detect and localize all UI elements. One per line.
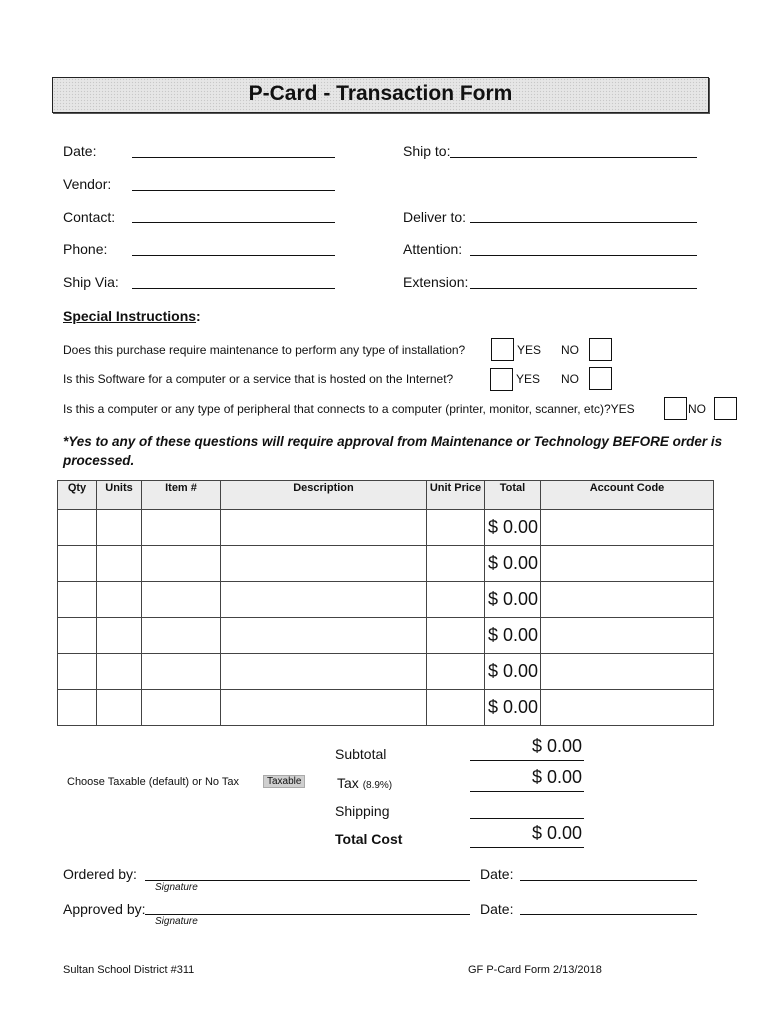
units-cell[interactable] [97, 582, 142, 618]
col-units: Units [97, 481, 142, 510]
unit-price-cell[interactable] [427, 690, 485, 726]
units-cell[interactable] [97, 654, 142, 690]
tax-rate: (8.9%) [362, 780, 393, 791]
subtotal-line [470, 760, 584, 761]
extension-field[interactable] [470, 288, 697, 289]
unit-price-cell[interactable] [427, 510, 485, 546]
q2-yes-checkbox[interactable] [490, 368, 513, 391]
col-account-code: Account Code [541, 481, 714, 510]
special-heading-text: Special Instructions [63, 308, 197, 324]
approved-by-caption: Signature [155, 916, 198, 927]
shipping-label: Shipping [335, 803, 390, 819]
question-3: Is this a computer or any type of peripheral that connects to a computer (printer, monitor, scanner, etc)?YES [63, 402, 635, 416]
phone-field[interactable] [132, 255, 335, 256]
table-row [58, 510, 714, 546]
vendor-field[interactable] [132, 190, 335, 191]
approval-warning: *Yes to any of these questions will require approval from Maintenance or Technology BEFORE order is processed. [63, 434, 723, 468]
ship-via-field[interactable] [132, 288, 335, 289]
question-1: Does this purchase require maintenance to perform any type of installation? [63, 343, 466, 357]
footer-form-version: GF P-Card Form 2/13/2018 [468, 964, 602, 976]
account-code-cell[interactable] [541, 510, 714, 546]
total-cost-value: $ 0.00 [531, 823, 582, 843]
total-cell: $ 0.00 [485, 582, 541, 618]
ship-via-label: Ship Via: [63, 274, 119, 290]
attention-label: Attention: [403, 241, 463, 257]
ordered-by-caption: Signature [155, 882, 198, 893]
subtotal-value: $ 0.00 [531, 736, 582, 756]
qty-cell[interactable] [58, 618, 97, 654]
subtotal-label: Subtotal [335, 746, 387, 762]
items-table [57, 480, 714, 726]
description-cell[interactable] [221, 546, 427, 582]
item-cell[interactable] [142, 510, 221, 546]
q1-yes-label: YES [517, 343, 542, 357]
deliver-to-label: Deliver to: [403, 209, 467, 225]
taxable-select[interactable]: Taxable [263, 775, 305, 788]
special-heading-colon: : [196, 308, 201, 324]
units-cell[interactable] [97, 546, 142, 582]
approved-by-label: Approved by: [63, 901, 146, 917]
deliver-to-field[interactable] [470, 222, 697, 223]
account-code-cell[interactable] [541, 546, 714, 582]
unit-price-cell[interactable] [427, 654, 485, 690]
taxable-prompt: Choose Taxable (default) or No Tax [67, 776, 240, 788]
item-cell[interactable] [142, 618, 221, 654]
ordered-date-field[interactable] [520, 880, 697, 881]
q2-no-checkbox[interactable] [589, 367, 612, 390]
description-cell[interactable] [221, 654, 427, 690]
ship-to-label: Ship to: [403, 143, 451, 159]
table-row [58, 690, 714, 726]
item-cell[interactable] [142, 546, 221, 582]
table-row [58, 582, 714, 618]
account-code-cell[interactable] [541, 690, 714, 726]
total-cost-line [470, 847, 584, 848]
special-instructions-heading [63, 308, 201, 324]
table-row [58, 546, 714, 582]
description-cell[interactable] [221, 582, 427, 618]
account-code-cell[interactable] [541, 654, 714, 690]
item-cell[interactable] [142, 690, 221, 726]
date-label: Date: [63, 143, 97, 159]
ordered-by-label: Ordered by: [63, 866, 137, 882]
extension-label: Extension: [403, 274, 469, 290]
phone-label: Phone: [63, 241, 108, 257]
qty-cell[interactable] [58, 690, 97, 726]
tax-value: $ 0.00 [531, 767, 582, 787]
approved-by-signature-field[interactable] [145, 914, 470, 915]
col-item: Item # [142, 481, 221, 510]
units-cell[interactable] [97, 510, 142, 546]
attention-field[interactable] [470, 255, 697, 256]
unit-price-cell[interactable] [427, 618, 485, 654]
total-cost-label: Total Cost [335, 831, 403, 847]
q2-yes-label: YES [516, 372, 541, 386]
unit-price-cell[interactable] [427, 546, 485, 582]
table-row [58, 654, 714, 690]
description-cell[interactable] [221, 618, 427, 654]
approved-date-label: Date: [480, 901, 514, 917]
approved-date-field[interactable] [520, 914, 697, 915]
table-header-row [58, 481, 714, 510]
contact-field[interactable] [132, 222, 335, 223]
tax-label-text: Tax [337, 775, 359, 791]
unit-price-cell[interactable] [427, 582, 485, 618]
shipping-line [470, 818, 584, 819]
q1-yes-checkbox[interactable] [491, 338, 514, 361]
qty-cell[interactable] [58, 582, 97, 618]
description-cell[interactable] [221, 690, 427, 726]
item-cell[interactable] [142, 654, 221, 690]
col-unit-price: Unit Price [427, 481, 485, 510]
account-code-cell[interactable] [541, 618, 714, 654]
qty-cell[interactable] [58, 654, 97, 690]
tax-line [470, 791, 584, 792]
ordered-by-signature-field[interactable] [145, 880, 470, 881]
units-cell[interactable] [97, 618, 142, 654]
item-cell[interactable] [142, 582, 221, 618]
q3-no-label: NO [688, 402, 706, 416]
ordered-date-label: Date: [480, 866, 514, 882]
total-cell: $ 0.00 [485, 546, 541, 582]
table-row [58, 618, 714, 654]
description-cell[interactable] [221, 510, 427, 546]
q1-no-label: NO [561, 343, 579, 357]
total-cell: $ 0.00 [485, 690, 541, 726]
col-qty: Qty [58, 481, 97, 510]
form-title: P-Card - Transaction Form [248, 82, 513, 105]
contact-label: Contact: [63, 209, 116, 225]
total-cell: $ 0.00 [485, 510, 541, 546]
date-field[interactable] [132, 157, 335, 158]
col-description: Description [221, 481, 427, 510]
col-total: Total [485, 481, 541, 510]
q3-yes-checkbox[interactable] [664, 397, 687, 420]
footer-district: Sultan School District #311 [63, 964, 195, 976]
tax-label [337, 775, 392, 791]
total-cell: $ 0.00 [485, 654, 541, 690]
q1-no-checkbox[interactable] [589, 338, 612, 361]
q3-no-checkbox[interactable] [714, 397, 737, 420]
qty-cell[interactable] [58, 510, 97, 546]
qty-cell[interactable] [58, 546, 97, 582]
vendor-label: Vendor: [63, 176, 112, 192]
ship-to-field[interactable] [450, 157, 697, 158]
account-code-cell[interactable] [541, 582, 714, 618]
total-cell: $ 0.00 [485, 618, 541, 654]
units-cell[interactable] [97, 690, 142, 726]
q2-no-label: NO [561, 372, 579, 386]
question-2: Is this Software for a computer or a service that is hosted on the Internet? [63, 372, 454, 386]
